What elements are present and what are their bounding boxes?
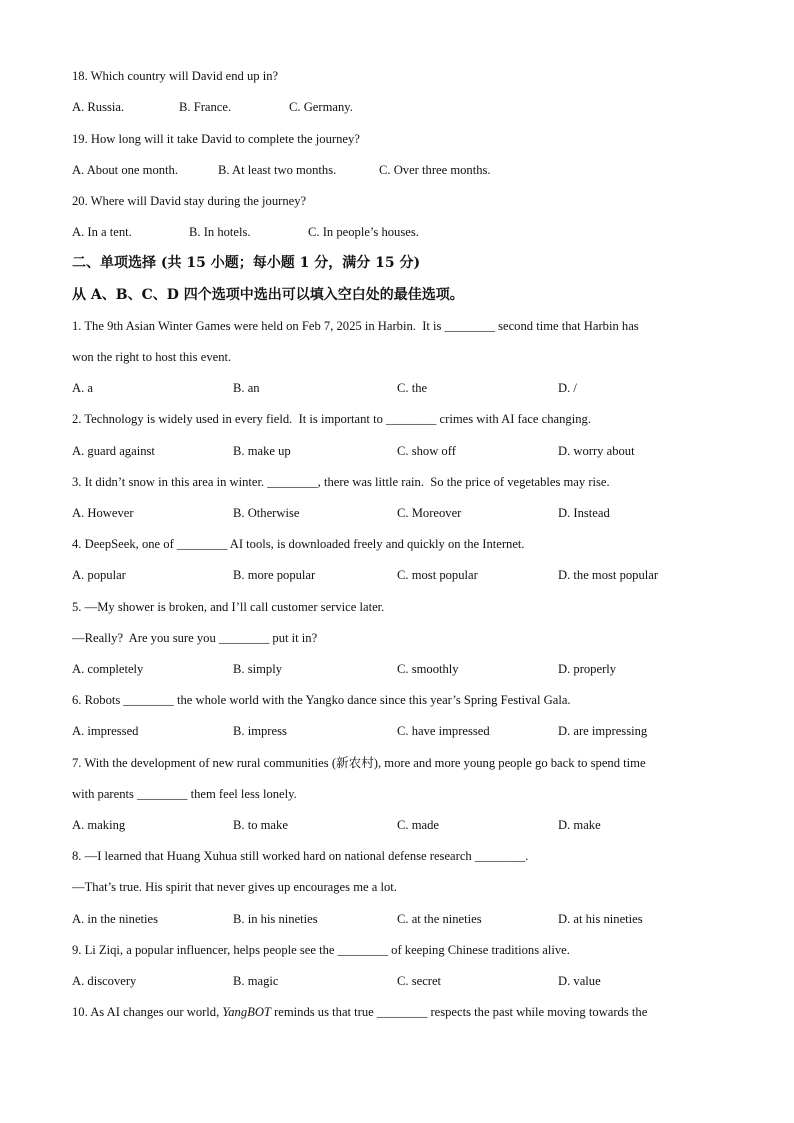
option-c: C. have impressed — [397, 724, 490, 738]
option-d: D. worry about — [558, 444, 635, 458]
question-7-line-1: 7. With the development of new rural communities (新农村), more and more young people go back to spend time — [72, 756, 646, 770]
option-d: D. the most popular — [558, 568, 659, 582]
option-c: C. most popular — [397, 568, 478, 582]
option-a: A. making — [72, 818, 126, 832]
question-7-line-2: with parents ________ them feel less lonely. — [72, 787, 297, 801]
question-1-line-2: won the right to host this event. — [72, 350, 232, 364]
option-c: C. the — [397, 381, 428, 395]
option: B. In hotels. — [189, 225, 251, 239]
option: B. France. — [179, 100, 232, 114]
question-9: 9. Li Ziqi, a popular influencer, helps people see the ________ of keeping Chinese traditions alive. — [72, 943, 570, 957]
question-2: 2. Technology is widely used in every field. It is important to ________ crimes with AI face changing. — [72, 412, 591, 426]
question-18-options — [72, 99, 732, 115]
option-a: A. guard against — [72, 444, 155, 458]
question-1-options — [72, 380, 732, 396]
option-c: C. made — [397, 818, 439, 832]
question-5-line-2: —Really? Are you sure you ________ put it in? — [72, 631, 318, 645]
question-6-options — [72, 723, 732, 739]
question-4-options — [72, 567, 732, 583]
option-b: B. in his nineties — [233, 912, 318, 926]
question-1-line-1: 1. The 9th Asian Winter Games were held on Feb 7, 2025 in Harbin. It is ________ second time that Harbin has — [72, 319, 639, 333]
option-b: B. simply — [233, 662, 282, 676]
question-19-options — [72, 162, 732, 178]
question-18: 18. Which country will David end up in? — [72, 69, 279, 83]
question-8-options — [72, 911, 732, 927]
option-a: A. a — [72, 381, 93, 395]
option: A. About one month. — [72, 163, 178, 177]
question-2-options — [72, 443, 732, 459]
option-d: D. make — [558, 818, 601, 832]
question-3: 3. It didn’t snow in this area in winter. ________, there was little rain. So the price of vegetables may rise. — [72, 475, 610, 489]
question-4: 4. DeepSeek, one of ________ AI tools, is downloaded freely and quickly on the Internet. — [72, 537, 525, 551]
option-c: C. show off — [397, 444, 456, 458]
question-10 — [72, 1004, 647, 1020]
option-d: D. / — [558, 381, 577, 395]
option-d: D. Instead — [558, 506, 610, 520]
question-10-suffix: reminds us that true ________ respects the past while moving towards the — [270, 1005, 648, 1019]
question-20: 20. Where will David stay during the journey? — [72, 194, 307, 208]
question-9-options — [72, 973, 732, 989]
option-b: B. magic — [233, 974, 279, 988]
question-20-options — [72, 224, 732, 240]
question-5-line-1: 5. —My shower is broken, and I’ll call customer service later. — [72, 600, 385, 614]
option: C. In people’s houses. — [308, 225, 419, 239]
section-heading: 二、单项选择 (共 15 小题；每小题 1 分，满分 15 分) — [72, 255, 421, 271]
option-b: B. more popular — [233, 568, 316, 582]
option-c: C. smoothly — [397, 662, 459, 676]
option-c: C. secret — [397, 974, 442, 988]
option: B. At least two months. — [218, 163, 337, 177]
question-19: 19. How long will it take David to complete the journey? — [72, 132, 360, 146]
option: C. Over three months. — [379, 163, 491, 177]
option-b: B. impress — [233, 724, 287, 738]
question-6: 6. Robots ________ the whole world with the Yangko dance since this year’s Spring Festival Gala. — [72, 693, 571, 707]
option-a: A. discovery — [72, 974, 137, 988]
option-b: B. make up — [233, 444, 291, 458]
option-a: A. completely — [72, 662, 144, 676]
question-8-line-1: 8. —I learned that Huang Xuhua still worked hard on national defense research ________. — [72, 849, 529, 863]
question-3-options — [72, 505, 732, 521]
option-a: A. in the nineties — [72, 912, 159, 926]
option-b: B. Otherwise — [233, 506, 300, 520]
option: C. Germany. — [289, 100, 353, 114]
question-7-options — [72, 817, 732, 833]
question-5-options — [72, 661, 732, 677]
option-c: C. Moreover — [397, 506, 462, 520]
option-a: A. popular — [72, 568, 126, 582]
question-10-prefix: 10. As AI changes our world, — [72, 1005, 223, 1019]
option-b: B. an — [233, 381, 260, 395]
question-8-line-2: —That’s true. His spirit that never gives up encourages me a lot. — [72, 880, 397, 894]
option-d: D. are impressing — [558, 724, 648, 738]
option-d: D. at his nineties — [558, 912, 643, 926]
option: A. Russia. — [72, 100, 125, 114]
option: A. In a tent. — [72, 225, 132, 239]
option-b: B. to make — [233, 818, 288, 832]
option-d: D. properly — [558, 662, 617, 676]
option-a: A. However — [72, 506, 134, 520]
option-d: D. value — [558, 974, 601, 988]
option-c: C. at the nineties — [397, 912, 482, 926]
question-10-italic: YangBOT — [222, 1005, 271, 1019]
option-a: A. impressed — [72, 724, 139, 738]
section-instruction: 从 A、B、C、D 四个选项中选出可以填入空白处的最佳选项。 — [72, 287, 464, 303]
